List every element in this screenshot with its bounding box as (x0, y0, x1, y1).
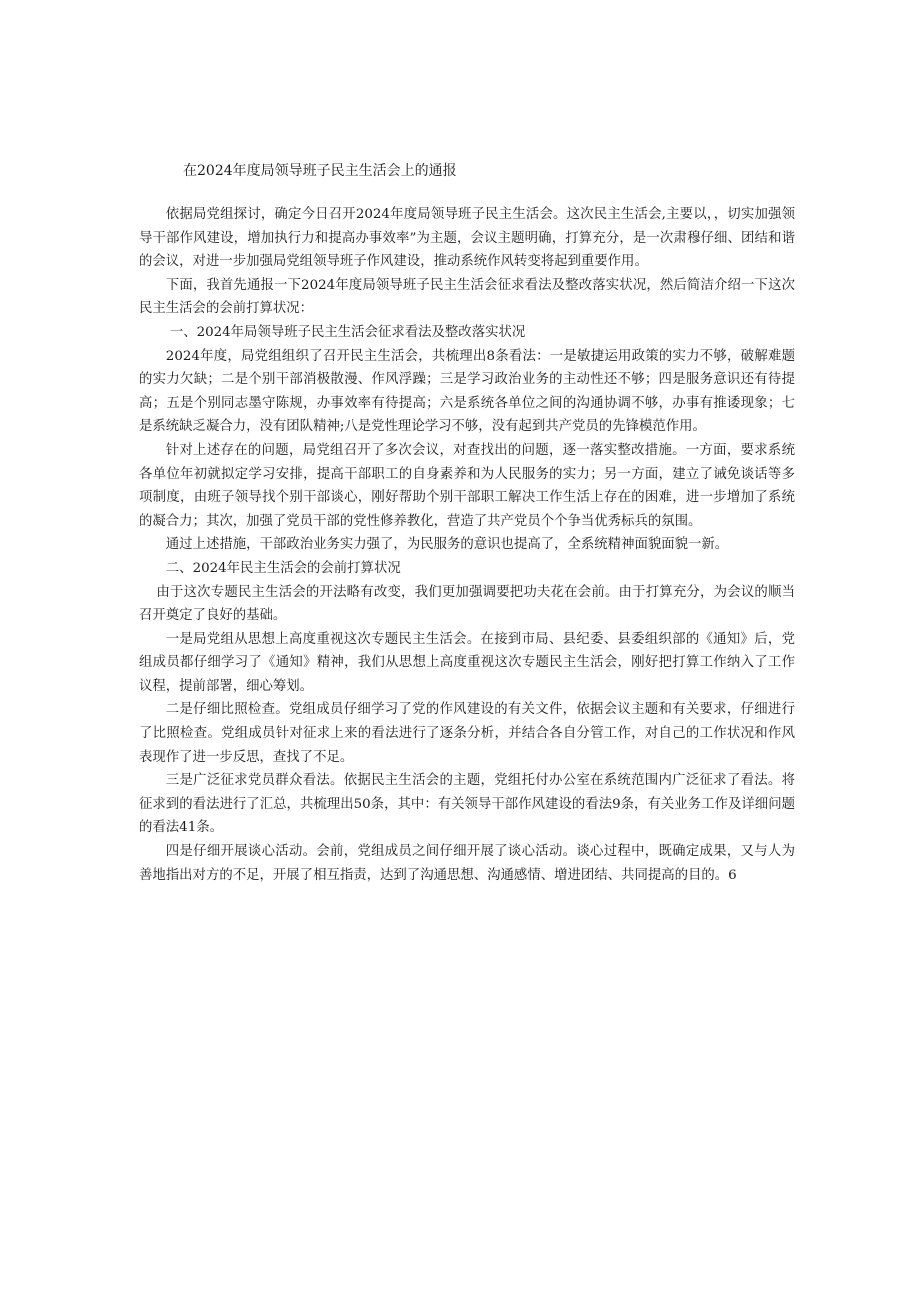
document-title: 在2024年度局领导班子民主生活会上的通报 (183, 163, 457, 179)
paragraph-point-1: 一是局党组从思想上高度重视这次专题民主生活会。在接到市局、县纪委、县委组织部的《通知》后，党组成员都仔细学习了《通知》精神，我们从思想上高度重视这次专题民主生活会，刚好把打算工作纳入了工作议程，提前部署，细心筹划。 (139, 631, 795, 694)
paragraph-overview: 下面，我首先通报一下2024年度局领导班子民主生活会征求看法及整改落实状况，然后简洁介绍一下这次民主生活会的会前打算状况： (139, 277, 795, 317)
paragraph-preparation: 由于这次专题民主生活会的开法略有改变，我们更加强调要把功夫花在会前。由于打算充分，为会议的顺当召开奠定了良好的基础。 (139, 584, 795, 624)
document-body (139, 203, 795, 887)
paragraph-point-3: 三是广泛征求党员群众看法。依据民主生活会的主题，党组托付办公室在系统范围内广泛征求了看法。将征求到的看法进行了汇总，共梳理出50条，其中：有关领导干部作风建设的看法9条，有关业务工作及详细问题的看法41条。 (139, 773, 795, 836)
paragraph-opinions: 2024年度，局党组组织了召开民主生活会，共梳理出8条看法：一是敏捷运用政策的实力不够，破解难题的实力欠缺；二是个别干部消极散漫、作风浮躁；三是学习政治业务的主动性还不够；四是服务意识还有待提高；五是个别同志墨守陈规，办事效率有待提高；六是系统各单位之间的沟通协调不够，办事有推诿现象；七是系统缺乏凝合力，没有团队精神;八是党性理论学习不够，没有起到共产党员的先锋模范作用。 (139, 348, 795, 435)
section-heading-1: 一、2024年局领导班子民主生活会征求看法及整改落实状况 (169, 324, 526, 340)
section-heading-2: 二、2024年民主生活会的会前打算状况 (165, 560, 401, 576)
paragraph-measures: 针对上述存在的问题，局党组召开了多次会议，对查找出的问题，逐一落实整改措施。一方面，要求系统各单位年初就拟定学习安排，提高干部职工的自身素养和为人民服务的实力；另一方面，建立了诫免谈话等多项制度，由班子领导找个别干部谈心，刚好帮助个别干部职工解决工作生活上存在的困难，进一步增加了系统的凝合力；其次，加强了党员干部的党性修养教化，营造了共产党员个个争当优秀标兵的氛围。 (139, 442, 795, 529)
paragraph-results: 通过上述措施，干部政治业务实力强了，为民服务的意识也提高了，全系统精神面貌面貌一新。 (165, 537, 729, 553)
paragraph-intro: 依据局党组探讨，确定今日召开2024年度局领导班子民主生活会。这次民主生活会,主要以，，切实加强领导干部作风建设，增加执行力和提高办事效率”为主题，会议主题明确，打算充分，是一次肃穆仔细、团结和谐的会议，对进一步加强局党组领导班子作风建设，推动系统作风转变将起到重要作用。 (139, 207, 795, 270)
paragraph-point-4: 四是仔细开展谈心活动。会前，党组成员之间仔细开展了谈心活动。谈心过程中，既确定成果，又与人为善地指出对方的不足，开展了相互指责，达到了沟通思想、沟通感情、增进团结、共同提高的目的。6 (139, 844, 795, 883)
paragraph-point-2: 二是仔细比照检查。党组成员仔细学习了党的作风建设的有关文件，依据会议主题和有关要求，仔细进行了比照检查。党组成员针对征求上来的看法进行了逐条分析，并结合各自分管工作，对自己的工作状况和作风表现作了进一步反思，查找了不足。 (139, 702, 795, 765)
